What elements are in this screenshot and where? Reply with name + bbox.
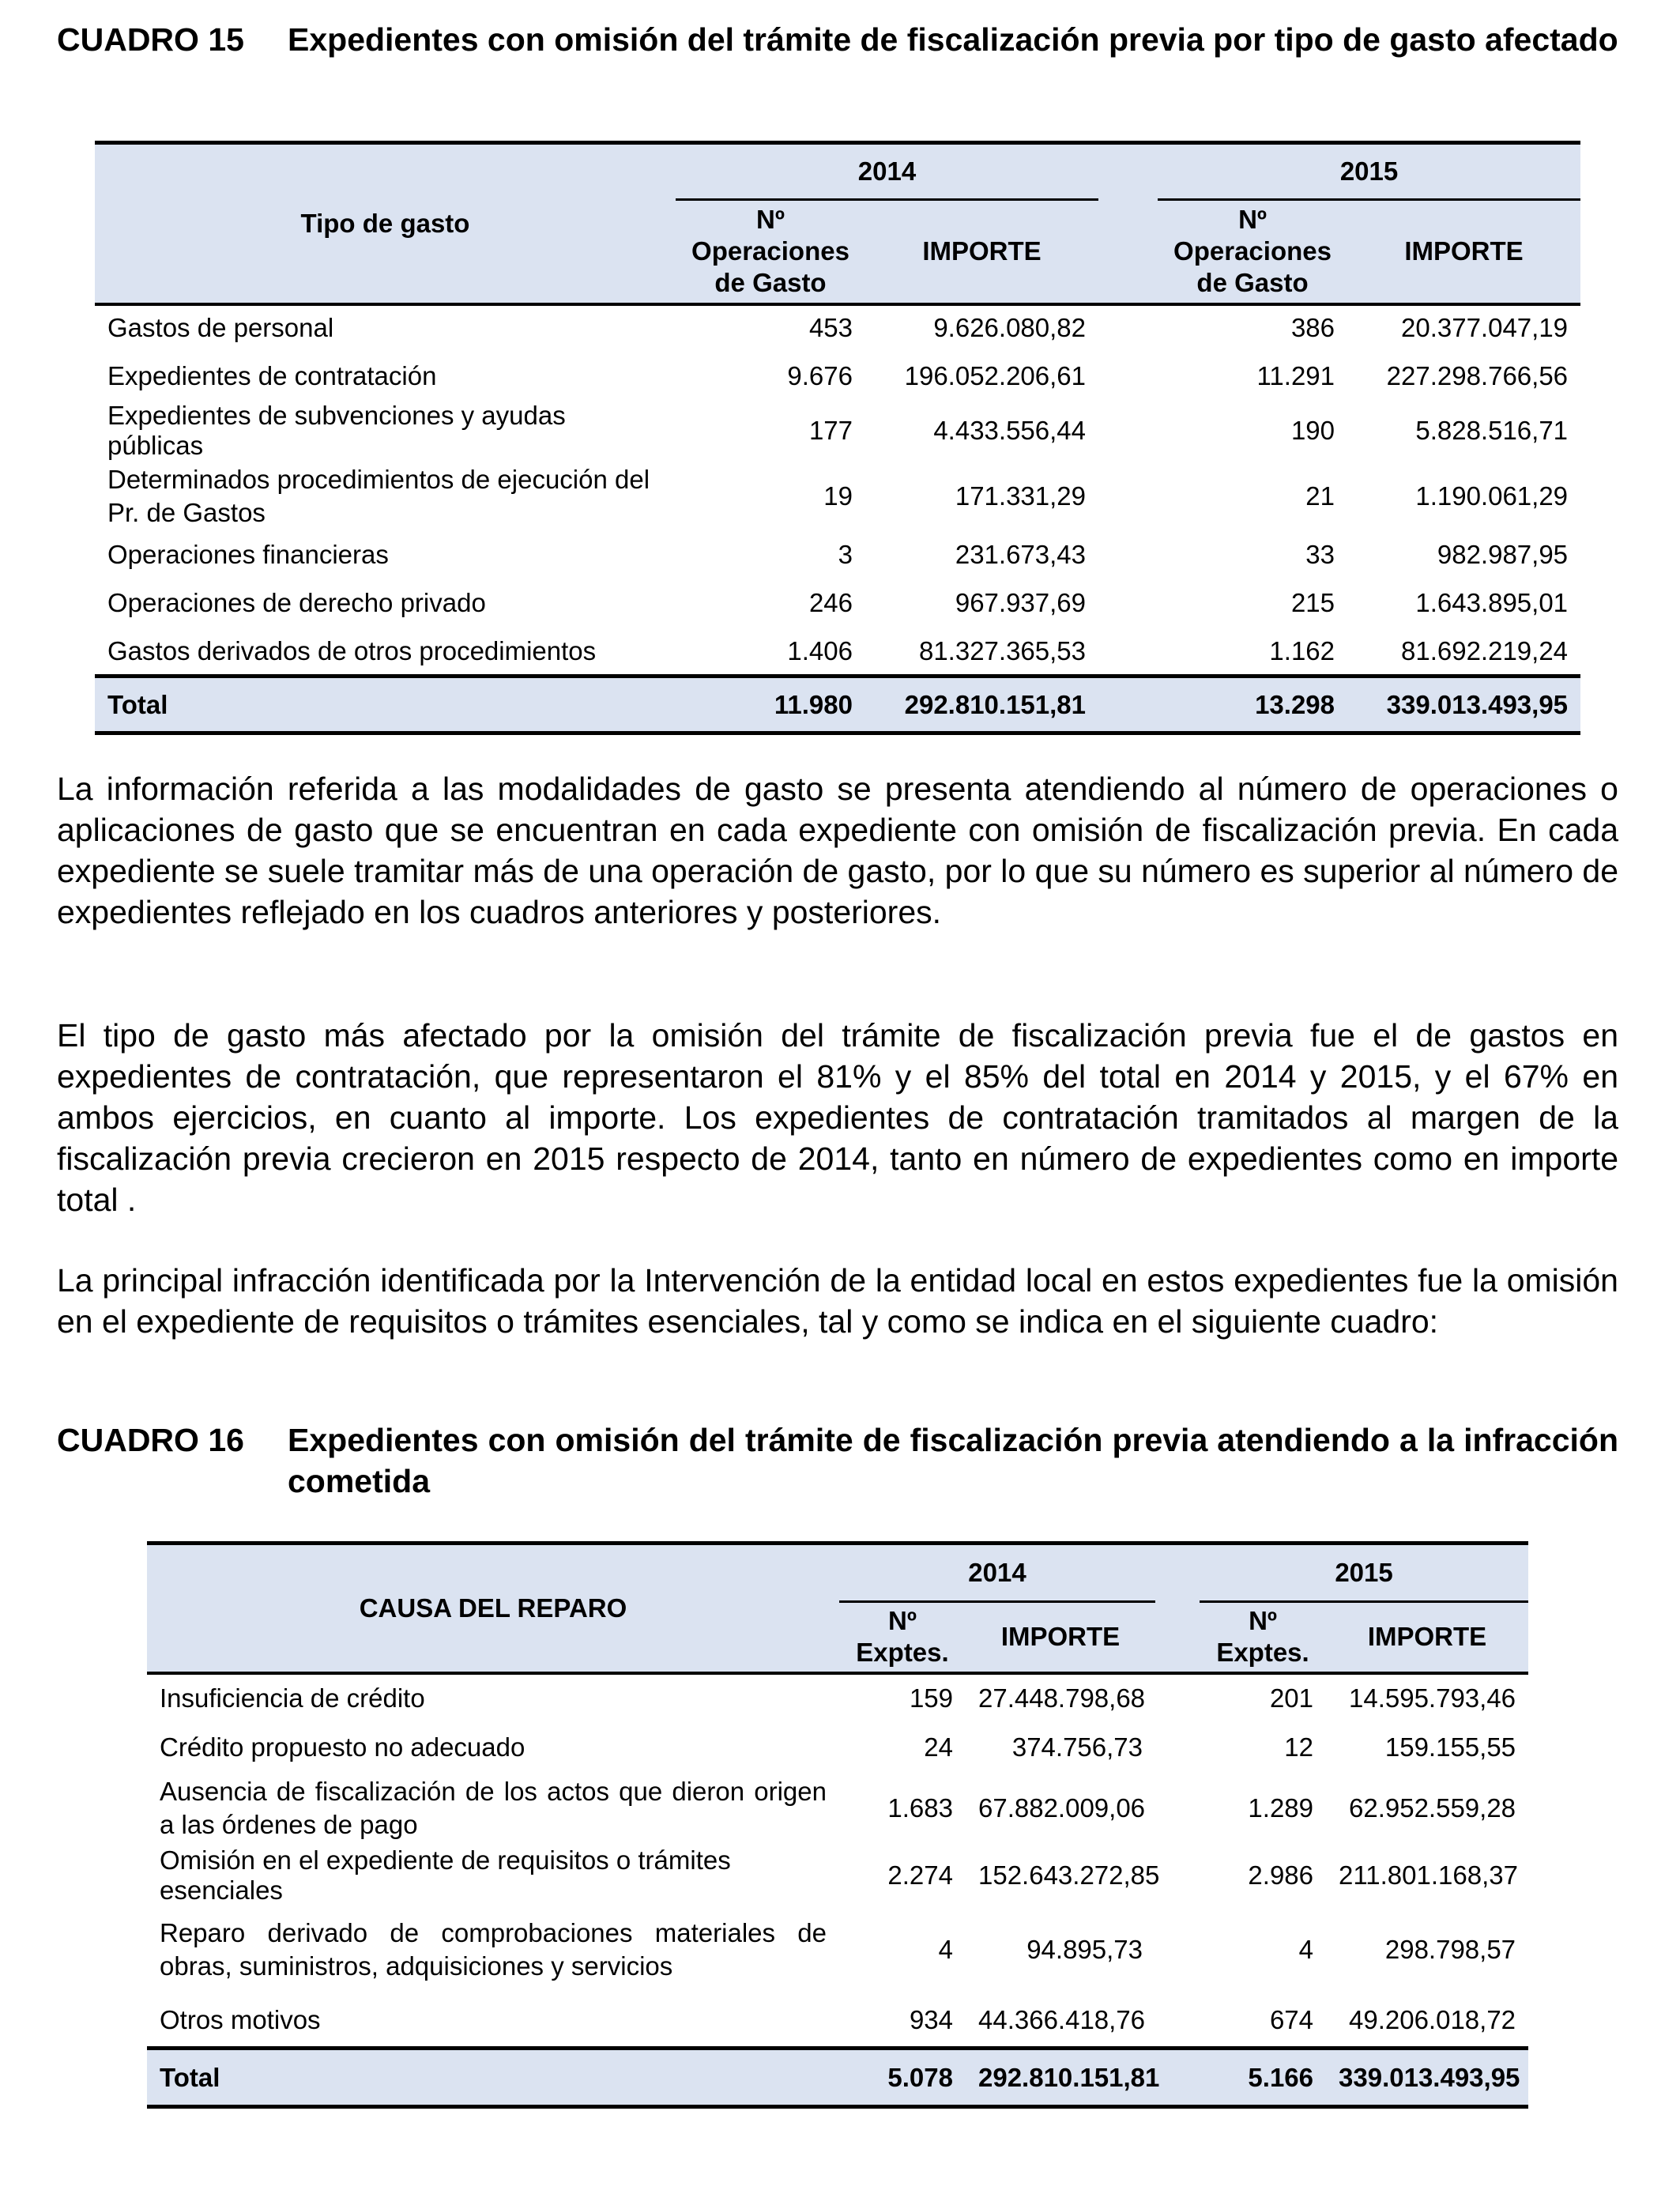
cell-n2015: 674: [1269, 2004, 1314, 2034]
cell-i2014: 374.756,73: [1011, 1732, 1143, 1762]
cell-i2015: 159.155,55: [1384, 1732, 1516, 1762]
cuadro15-year-2014: 2014: [676, 143, 1098, 200]
cell-n2014: 159: [909, 1683, 953, 1713]
cell-i2014: 9.626.080,82: [933, 313, 1087, 343]
cell-i2015: 20.377.047,19: [1400, 313, 1569, 343]
cell-i2015: 62.952.559,28: [1348, 1793, 1516, 1823]
cell-n2014: 453: [808, 313, 853, 343]
row-label: Omisión en el expediente de requisitos o trámites esenciales: [160, 1845, 731, 1905]
row-label: Gastos de personal: [107, 313, 334, 343]
row-label: Expedientes de contratación: [107, 360, 437, 390]
row-label: Crédito propuesto no adecuado: [160, 1732, 525, 1762]
cell-n2015: 215: [1290, 587, 1335, 617]
cuadro16-num-2015: Nº Exptes.: [1200, 1602, 1326, 1673]
cell-i2014: 4.433.556,44: [933, 416, 1087, 445]
total-i2014: 292.810.151,81: [865, 677, 1098, 733]
cell-n2015: 201: [1269, 1683, 1314, 1713]
table-row: [147, 1724, 1528, 1771]
cuadro15-header-gap-2: [1098, 200, 1158, 304]
cuadro15-num-ops-2014: Nº Operaciones de Gasto: [676, 200, 865, 304]
paragraph-2: El tipo de gasto más afectado por la omisión del trámite de fiscalización previa fue el de gastos en expedientes de contratación, que representaron el 81% y el 85% del total en 2014 y 2015, y el 67% en ambos ejercicios, en cuanto al importe. Los expedientes de contratación tramitados al margen de la fiscalización previa crecieron en 2015 respecto de 2014, tanto en número de expedientes como en importe total .: [57, 1017, 1618, 1218]
cell-i2014: 27.448.798,68: [978, 1683, 1146, 1713]
total-label: Total: [147, 2049, 839, 2107]
cell-n2015: 1.162: [1269, 635, 1335, 665]
table-row: [147, 1906, 1528, 1993]
row-label: Expedientes de subvenciones y ayudas públicas: [107, 401, 566, 460]
cuadro15-col-label: Tipo de gasto: [95, 143, 676, 304]
table-row: [147, 1845, 1528, 1906]
cell-i2014: 171.331,29: [955, 481, 1087, 511]
cuadro15-importe-2014: IMPORTE: [865, 200, 1098, 304]
cell-i2015: 5.828.516,71: [1415, 416, 1569, 445]
cell-n2014: 19: [823, 481, 853, 511]
cuadro15-number: CUADRO 15: [57, 21, 244, 58]
cell-n2014: 934: [909, 2004, 953, 2034]
row-label: Ausencia de fiscalización de los actos que dieron origen a las órdenes de pago: [160, 1776, 827, 1839]
cuadro16-year-2015: 2015: [1200, 1544, 1528, 1602]
cuadro16-number: CUADRO 16: [57, 1422, 244, 1458]
paragraph-1: La información referida a las modalidades de gasto se presenta atendiendo al número de operaciones o aplicaciones de gasto que se encuentran en cada expediente con omisión de fiscalización previa. En cada expediente se suele tramitar más de una operación de gasto, por lo que su número es superior al número de expedientes reflejado en los cuadros anteriores y posteriores.: [57, 771, 1619, 930]
table-row: [147, 1993, 1528, 2049]
cell-n2014: 9.676: [787, 360, 853, 390]
cell-i2014: 152.643.272,85: [978, 1860, 1160, 1890]
row-label: Operaciones financieras: [107, 539, 389, 569]
cell-i2015: 81.692.219,24: [1400, 635, 1569, 665]
cell-i2015: 982.987,95: [1437, 539, 1569, 569]
row-label: Gastos derivados de otros procedimientos: [107, 635, 597, 665]
cell-i2015: 1.190.061,29: [1415, 481, 1569, 511]
total-row: [147, 2049, 1528, 2107]
cuadro15-num-ops-2015: Nº Operaciones de Gasto: [1158, 200, 1347, 304]
cell-n2015: 12: [1284, 1732, 1314, 1762]
cuadro15-year-2015: 2015: [1158, 143, 1580, 200]
total-n2015: 13.298: [1158, 677, 1347, 733]
row-label: Insuficiencia de crédito: [160, 1683, 425, 1713]
row-label: Reparo derivado de comprobaciones materiales de obras, suministros, adquisiciones y servicios: [160, 1917, 827, 1981]
cell-i2014: 967.937,69: [955, 587, 1087, 617]
total-n2014: 11.980: [676, 677, 865, 733]
cell-n2015: 386: [1290, 313, 1335, 343]
total-row: [95, 677, 1580, 733]
cell-i2014: 81.327.365,53: [918, 635, 1087, 665]
total-i2015: 339.013.493,95: [1326, 2049, 1528, 2107]
cell-n2014: 4: [938, 1934, 953, 1964]
cuadro15-title: Expedientes con omisión del trámite de fiscalización previa por tipo de gasto afectado: [288, 21, 1618, 58]
cuadro16-header-gap-2: [1155, 1602, 1200, 1673]
cell-i2014: 231.673,43: [955, 539, 1087, 569]
cell-n2014: 177: [808, 416, 853, 445]
table-row: [95, 462, 1580, 531]
cell-n2014: 1.683: [887, 1793, 953, 1823]
cell-n2015: 11.291: [1256, 360, 1335, 390]
cell-i2015: 14.595.793,46: [1348, 1683, 1516, 1713]
cuadro15-table: [95, 141, 1580, 735]
cell-i2014: 44.366.418,76: [978, 2004, 1146, 2034]
cell-n2015: 2.986: [1248, 1860, 1314, 1890]
cell-n2014: 246: [808, 587, 853, 617]
table-row: [95, 628, 1580, 677]
cuadro16-col-label: CAUSA DEL REPARO: [147, 1544, 839, 1673]
total-i2014: 292.810.151,81: [966, 2049, 1155, 2107]
cuadro16-caption: [57, 1419, 1618, 1502]
cell-i2015: 49.206.018,72: [1348, 2004, 1516, 2034]
table-row: [95, 352, 1580, 401]
row-label: Determinados procedimientos de ejecución del Pr. de Gastos: [107, 464, 650, 527]
cell-n2014: 1.406: [787, 635, 853, 665]
cell-n2014: 3: [838, 539, 853, 569]
cell-i2015: 298.798,57: [1384, 1934, 1516, 1964]
cuadro16-table: [147, 1541, 1528, 2109]
cell-i2014: 94.895,73: [1026, 1934, 1143, 1964]
cell-n2015: 21: [1305, 481, 1335, 511]
table-row: [95, 401, 1580, 462]
cuadro15-caption: [57, 19, 1618, 60]
cuadro16-importe-2015: IMPORTE: [1326, 1602, 1528, 1673]
cell-n2015: 33: [1305, 539, 1335, 569]
total-n2015: 5.166: [1200, 2049, 1326, 2107]
cuadro15-header-gap: [1098, 143, 1158, 200]
cell-i2015: 1.643.895,01: [1415, 587, 1569, 617]
paragraph-3: La principal infracción identificada por la Intervención de la entidad local en estos expedientes fue la omisión en el expediente de requisitos o trámites esenciales, tal y como se indica en el siguiente cuadro:: [57, 1262, 1618, 1340]
cell-i2015: 227.298.766,56: [1386, 360, 1569, 390]
row-label: Operaciones de derecho privado: [107, 587, 486, 617]
table-row: [95, 304, 1580, 352]
cuadro16-importe-2014: IMPORTE: [966, 1602, 1155, 1673]
cell-n2015: 1.289: [1248, 1793, 1314, 1823]
total-i2015: 339.013.493,95: [1347, 677, 1580, 733]
cell-i2014: 196.052.206,61: [904, 360, 1087, 390]
table-row: [147, 1771, 1528, 1845]
table-row: [147, 1673, 1528, 1724]
cell-n2014: 24: [924, 1732, 953, 1762]
cuadro16-header-gap: [1155, 1544, 1200, 1602]
cuadro15-importe-2015: IMPORTE: [1347, 200, 1580, 304]
cell-i2014: 67.882.009,06: [978, 1793, 1146, 1823]
cuadro16-title: Expedientes con omisión del trámite de fiscalización previa atendiendo a la infracción cometida: [288, 1422, 1618, 1499]
cell-n2015: 4: [1298, 1934, 1314, 1964]
row-label: Otros motivos: [160, 2004, 321, 2034]
cell-n2015: 190: [1290, 416, 1335, 445]
total-label: Total: [95, 677, 676, 733]
cell-i2015: 211.801.168,37: [1339, 1860, 1518, 1890]
cuadro16-num-2014: Nº Exptes.: [839, 1602, 966, 1673]
table-row: [95, 579, 1580, 628]
cuadro16-year-2014: 2014: [839, 1544, 1155, 1602]
total-n2014: 5.078: [839, 2049, 966, 2107]
table-row: [95, 531, 1580, 579]
cell-n2014: 2.274: [887, 1860, 953, 1890]
